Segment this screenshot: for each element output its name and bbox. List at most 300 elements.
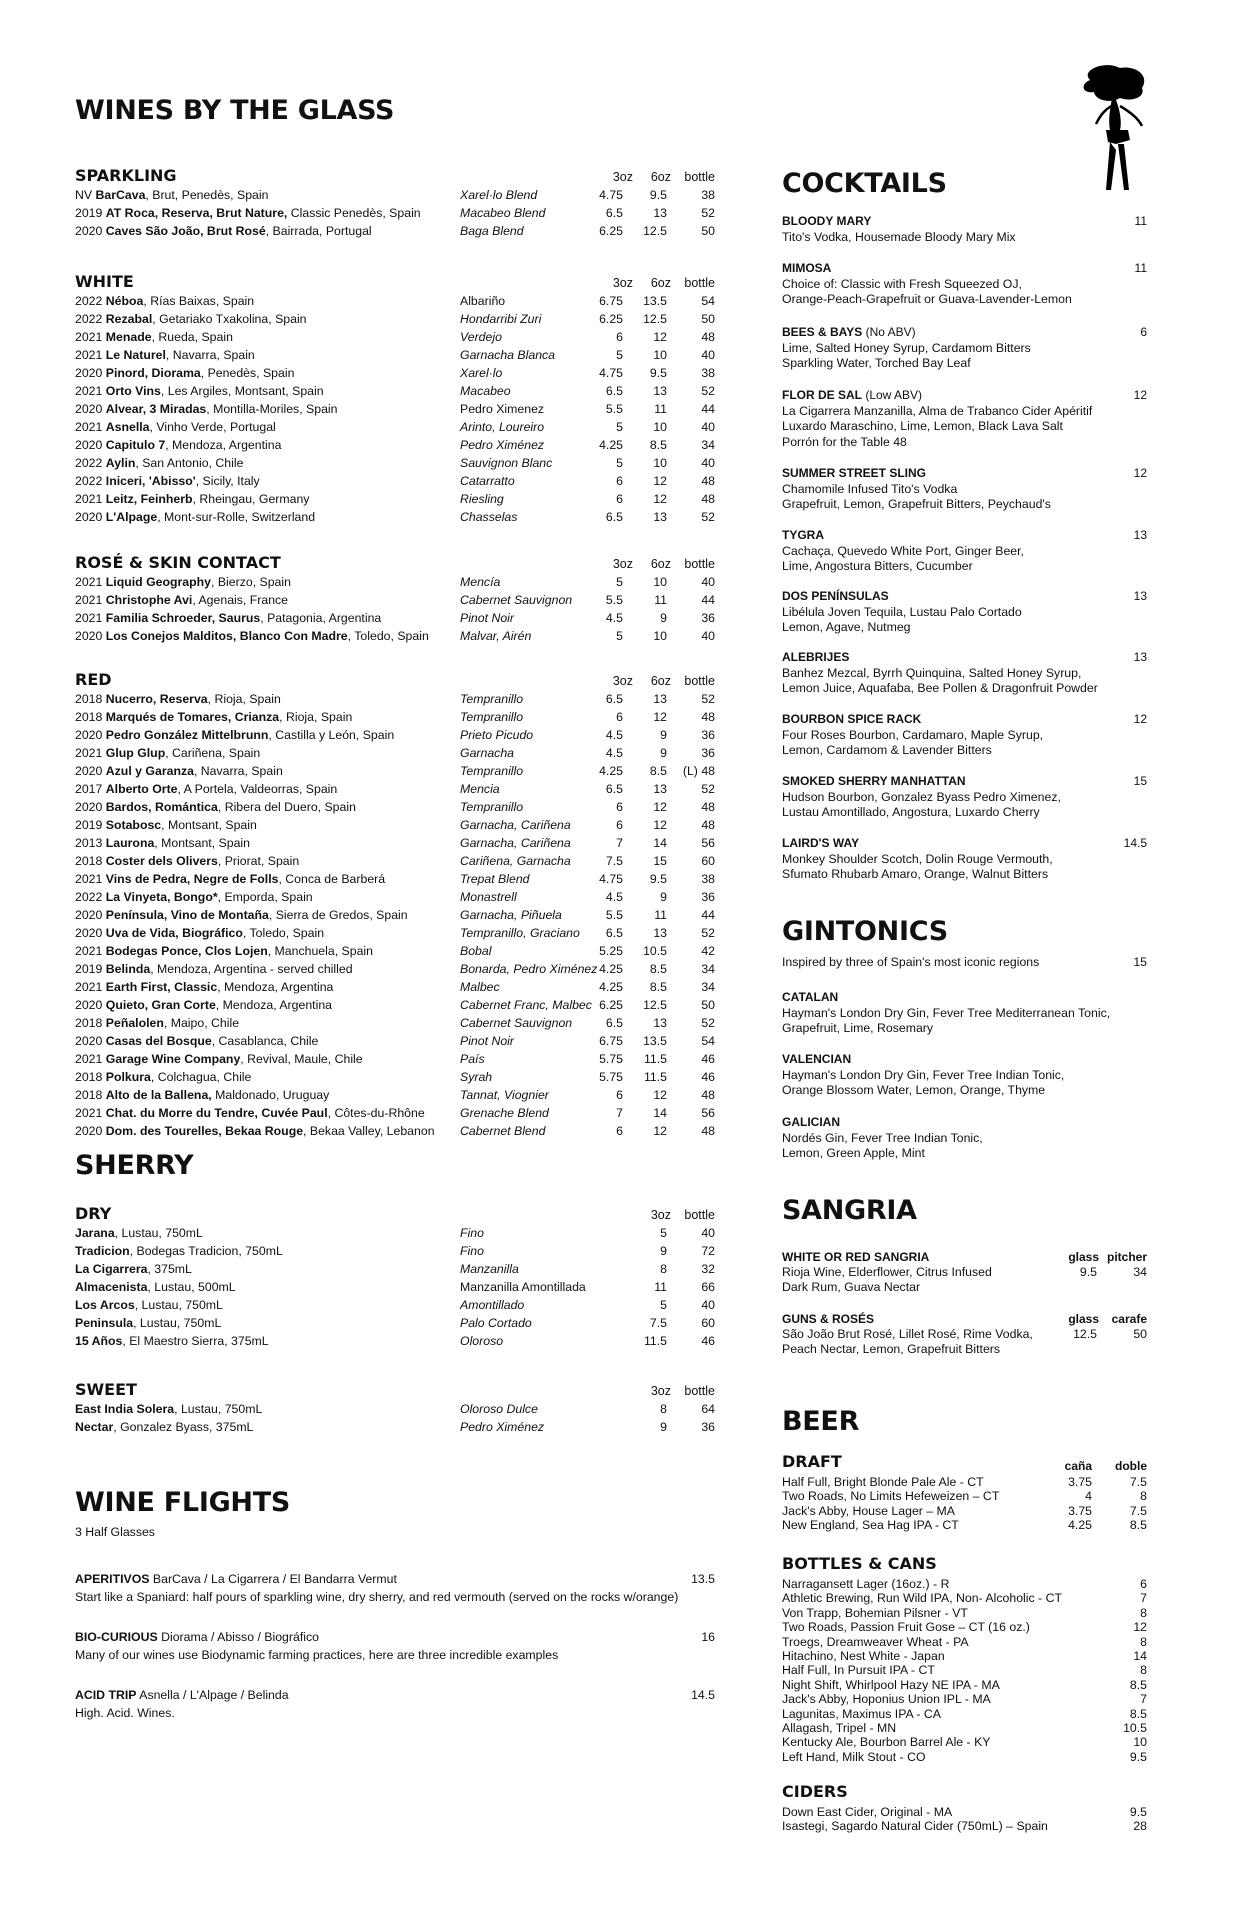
wine-vintage: 2020 [75,510,103,524]
gintonic-ingredients: Grapefruit, Lime, Rosemary [782,1021,934,1035]
gintonic-item [782,1115,1147,1162]
sangria-line [782,1342,1147,1357]
wine-grape: País [460,1052,485,1066]
price-bottle: 52 [701,926,715,940]
cocktail-ingredients: Banhez Mezcal, Byrrh Quinquina, Salted Honey Syrup, [782,665,1082,680]
wine-name: Marqués de Tomares, Crianza [105,710,280,724]
wine-detail: , Côtes-du-Rhône [327,1106,425,1120]
wine-vintage: 2020 [75,908,103,922]
wine-row [75,870,715,888]
price-3oz: 6 [616,330,623,344]
gintonic-ingredients: Orange Blossom Water, Lemon, Orange, Thyme [782,1083,1046,1097]
beer-price: 10 [1133,1735,1147,1750]
wine-name-cell [75,1014,239,1032]
wine-grape: Pinot Noir [460,611,514,625]
beer-row [782,1735,1147,1749]
price-3oz: 8 [660,1262,667,1276]
wine-row [75,186,715,204]
price-3oz: 8 [660,1402,667,1416]
flight-name: BIO-CURIOUS [75,1630,158,1644]
wine-vintage: 2013 [75,836,103,850]
price-3oz: 9 [660,1244,667,1258]
price-3oz: 4.5 [605,611,623,625]
beer-price: 6 [1140,1577,1147,1591]
sangria-size-1: glass [1068,1250,1099,1264]
wine-detail: , Mendoza, Argentina - served chilled [150,962,353,976]
beer-price-cana: 4 [1085,1489,1092,1504]
wine-name: Alto de la Ballena, [105,1088,212,1102]
wine-grape: Garnacha, Piñuela [460,908,562,922]
cocktail-item [782,528,1147,575]
beer-row [782,1678,1147,1692]
wine-vintage: 2018 [75,692,103,706]
cocktail-ingredients: Orange-Peach-Grapefruit or Guava-Lavender-Lemon [782,292,1072,306]
gintonics-subtitle-text: Inspired by three of Spain's most iconic regions [782,955,1040,969]
cocktail-item [782,712,1147,759]
cocktail-ingredients: Lemon Juice, Aquafaba, Bee Pollen & Dragonfruit Powder [782,681,1098,695]
price-6oz: 12 [653,330,667,344]
wine-name-cell [75,627,429,645]
cocktail-price: 13 [1133,528,1147,542]
wine-grape: Cabernet Sauvignon [460,593,573,607]
wine-name-cell [75,780,337,798]
price-3oz: 6.25 [599,224,623,238]
beer-name: Two Roads, No Limits Hefeweizen – CT [782,1489,1000,1504]
wine-vintage: 2022 [75,474,103,488]
wine-grape: Monastrell [460,890,517,904]
price-6oz: 13 [653,782,667,796]
wine-vintage: 2020 [75,1124,103,1138]
wine-row [75,816,715,834]
wine-row [75,798,715,816]
wine-name-cell [75,508,315,526]
wine-row [75,1086,715,1104]
wine-grape: Xarel·lo Blend [460,188,538,202]
wine-vintage: NV [75,188,93,202]
sherry-detail: , Bodegas Tradicion, 750mL [129,1244,283,1258]
wine-vintage: 2020 [75,800,103,814]
cider-price: 28 [1133,1819,1147,1834]
sangria-item [782,1312,1147,1357]
price-6oz: 9 [660,611,667,625]
ciders-header [782,1782,1147,1805]
wine-name-cell [75,436,281,454]
beer-name: Half Full, In Pursuit IPA - CT [782,1663,935,1678]
wine-detail: , Sicily, Italy [195,474,260,488]
price-6oz: 15 [653,854,667,868]
wine-flight-title [75,1570,715,1588]
wine-grape: Hondarribi Zuri [460,312,542,326]
wine-vintage: 2020 [75,402,103,416]
wine-grape: Albariño [460,294,506,308]
wine-name: Christophe Avi [105,593,193,607]
cocktails-title: COCKTAILS [782,168,947,199]
gintonic-item [782,990,1147,1037]
wine-row [75,627,715,645]
beer-row [782,1489,1147,1503]
price-bottle: 38 [701,188,715,202]
wine-section [75,553,715,645]
beer-row [782,1707,1147,1721]
cocktail-name: ALEBRIJES [782,650,850,664]
beer-row [782,1475,1147,1489]
price-6oz: 11 [654,402,667,416]
cocktail-ingredients: Choice of: Classic with Fresh Squeezed OJ, [782,276,1022,291]
beer-price: 8.5 [1129,1706,1147,1721]
beer-name: Von Trapp, Bohemian Pilsner - VT [782,1605,968,1620]
price-bottle: 52 [701,782,715,796]
wine-grape: Chasselas [460,510,518,524]
wine-grape: Garnacha, Cariñena [460,836,571,850]
wine-grape: Cabernet Blend [460,1124,546,1138]
wine-detail: , Manchuela, Spain [267,944,373,958]
wine-detail: , Mendoza, Argentina [165,438,282,452]
price-bottle: 48 [701,330,715,344]
cocktail-item [782,261,1147,308]
price-bottle: 60 [701,854,715,868]
gintonics-title: GINTONICS [782,916,948,947]
wine-row [75,400,715,418]
sherry-detail: , Lustau, 750mL [174,1402,263,1416]
price-6oz: 11.5 [643,1052,667,1066]
cocktail-name: SMOKED SHERRY MANHATTAN [782,774,966,788]
sangria-title: SANGRIA [782,1195,917,1226]
price-bottle: 38 [701,366,715,380]
sangria-title [782,1312,1147,1327]
flight-name: APERITIVOS [75,1572,150,1586]
price-bottle: 36 [701,746,715,760]
wine-name-cell [75,204,421,222]
wine-vintage: 2021 [75,492,103,506]
wine-vintage: 2019 [75,206,103,220]
price-6oz: 9.5 [649,188,667,202]
wine-detail: , Rioja, Spain [279,710,353,724]
wine-vintage: 2018 [75,854,103,868]
wine-name: Casas del Bosque [105,1034,212,1048]
flight-name: ACID TRIP [75,1688,137,1702]
wine-detail: , Maipo, Chile [163,1016,240,1030]
beer-name: Troegs, Dreamweaver Wheat - PA [782,1634,969,1649]
price-6oz: 12 [653,800,667,814]
sherry-name-cell [75,1400,262,1418]
gintonic-title [782,990,1147,1006]
cocktail-ingredients: Tito's Vodka, Housemade Bloody Mary Mix [782,229,1016,244]
cocktail-ingredients: Sfumato Rhubarb Amaro, Orange, Walnut Bitters [782,867,1049,881]
cocktail-ingredients: Lemon, Cardamom & Lavender Bitters [782,743,992,757]
header-3oz: 3oz [650,1208,671,1222]
beer-price-cana: 4.25 [1068,1518,1092,1533]
price-bottle: 40 [701,420,715,434]
wine-vintage: 2020 [75,366,103,380]
cocktail-title [782,214,1147,230]
gintonic-name: CATALAN [782,990,839,1004]
flight-wines: Diorama / Abisso / Biográfico [157,1630,319,1644]
cocktail-ingredients: Hudson Bourbon, Gonzalez Byass Pedro Ximenez, [782,789,1061,804]
wine-detail: Classic Penedès, Spain [287,206,421,220]
price-bottle: 40 [701,348,715,362]
wine-name-cell [75,1050,363,1068]
sherry-name: East India Solera [75,1402,175,1416]
wine-name: Caves São João, Brut Rosé [105,224,266,238]
wine-name: Liquid Geography [105,575,211,589]
cocktail-item [782,774,1147,821]
wine-detail: , Rheingau, Germany [192,492,310,506]
price-6oz: 10 [653,420,667,434]
sangria-ingredients: Rioja Wine, Elderflower, Citrus Infused [782,1265,992,1279]
price-3oz: 7.5 [649,1316,667,1330]
wines-by-glass-title: WINES BY THE GLASS [75,95,395,126]
price-bottle: 32 [701,1262,715,1276]
price-3oz: 6 [616,1088,623,1102]
sherry-style: Fino [460,1226,484,1240]
header-3oz: 3oz [612,557,633,571]
sherry-title: SHERRY [75,1150,194,1181]
wine-detail: , Rías Baixas, Spain [143,294,255,308]
price-3oz: 4.25 [599,962,623,976]
price-6oz: 8.5 [649,438,667,452]
wine-vintage: 2018 [75,1070,103,1084]
price-bottle: 48 [701,474,715,488]
price-bottle: (L) 48 [682,764,715,778]
beer-row [782,1721,1147,1735]
wine-row [75,436,715,454]
wine-vintage: 2021 [75,593,103,607]
beer-row [782,1518,1147,1532]
wine-name: L'Alpage [105,510,158,524]
header-3oz: 3oz [612,276,633,290]
cocktail-item [782,388,1147,450]
sherry-name: La Cigarrera [75,1262,148,1276]
wine-flight [75,1628,715,1664]
wine-name: Rezabal [105,312,153,326]
price-6oz: 12 [653,1124,667,1138]
sherry-row [75,1296,715,1314]
price-6oz: 13 [653,510,667,524]
wine-detail: , Agenais, France [192,593,289,607]
flight-wines: Asnella / L'Alpage / Belinda [136,1688,289,1702]
wine-grape: Pedro Ximénez [460,438,545,452]
wine-grape: Cabernet Franc, Malbec [460,998,592,1012]
wine-detail: , Getariako Txakolina, Spain [152,312,307,326]
cocktail-price: 12 [1133,712,1147,726]
price-3oz: 5.5 [605,402,623,416]
price-bottle: 48 [701,800,715,814]
wine-detail: , Montilla-Moriles, Spain [206,402,338,416]
sherry-name-cell [75,1296,223,1314]
wine-detail: , Casablanca, Chile [211,1034,319,1048]
header-bottle: bottle [684,674,715,688]
beer-name: Left Hand, Milk Stout - CO [782,1749,926,1764]
wine-name: Orto Vins [105,384,161,398]
wine-grape: Pedro Ximenez [460,402,545,416]
price-6oz: 8.5 [649,980,667,994]
price-bottle: 34 [701,962,715,976]
wine-grape: Tannat, Viognier [460,1088,549,1102]
wine-name-cell [75,472,260,490]
wine-grape: Mencia [460,782,500,796]
price-bottle: 34 [701,980,715,994]
price-3oz: 6.5 [605,1016,623,1030]
price-bottle: 40 [701,456,715,470]
wine-row [75,364,715,382]
wine-name: Bardos, Romántica [105,800,218,814]
price-6oz: 9.5 [649,872,667,886]
wine-vintage: 2017 [75,782,103,796]
sherry-row [75,1278,715,1296]
price-bottle: 36 [701,890,715,904]
wine-row [75,744,715,762]
wine-row [75,708,715,726]
price-6oz: 8.5 [649,764,667,778]
wine-row [75,472,715,490]
sherry-row [75,1332,715,1350]
sherry-name-cell [75,1242,283,1260]
price-bottle: 52 [701,510,715,524]
wine-detail: , Bairrada, Portugal [265,224,372,238]
cocktail-title [782,466,1147,482]
cocktail-name: DOS PENÍNSULAS [782,589,889,603]
beer-row [782,1663,1147,1677]
price-3oz: 11 [654,1280,667,1294]
sherry-section-header [75,1204,715,1224]
price-bottle: 56 [701,1106,715,1120]
wine-detail: , Toledo, Spain [242,926,325,940]
price-bottle: 50 [701,312,715,326]
sherry-section [75,1380,715,1436]
sherry-style: Oloroso Dulce [460,1402,538,1416]
wine-section-title: SPARKLING [75,166,177,185]
price-6oz: 11 [654,593,667,607]
wine-grape: Macabeo Blend [460,206,546,220]
sangria-title [782,1250,1147,1265]
sherry-section-title: SWEET [75,1380,137,1399]
beer-price-doble: 8 [1140,1489,1147,1504]
cocktail-ingredients: Grapefruit, Lemon, Grapefruit Bitters, Peychaud's [782,497,1051,511]
price-bottle: 46 [701,1334,715,1348]
wine-vintage: 2021 [75,575,103,589]
cocktail-name: SUMMER STREET SLING [782,466,927,480]
beer-price: 12 [1133,1620,1147,1635]
beer-name: Kentucky Ale, Bourbon Barrel Ale - KY [782,1735,991,1750]
cocktail-price: 6 [1140,325,1147,339]
wine-name-cell [75,816,257,834]
header-6oz: 6oz [650,170,671,184]
wine-row [75,454,715,472]
wine-name: Iniceri, 'Abisso' [105,474,196,488]
wine-vintage: 2021 [75,746,103,760]
wine-name-cell [75,1032,318,1050]
price-6oz: 13 [653,384,667,398]
cocktail-name: TYGRA [782,528,824,542]
gintonics-subtitle [782,955,1147,969]
cocktail-title [782,325,1147,341]
price-6oz: 12 [653,1088,667,1102]
header-bottle: bottle [684,170,715,184]
cocktail-title [782,528,1147,544]
sherry-detail: , Gonzalez Byass, 375mL [113,1420,254,1434]
price-bottle: 40 [701,575,715,589]
price-3oz: 6.5 [605,926,623,940]
price-bottle: 40 [701,1298,715,1312]
cocktail-ingredients: Monkey Shoulder Scotch, Dolin Rouge Vermouth, [782,851,1053,866]
price-3oz: 4.75 [599,366,623,380]
price-6oz: 11.5 [643,1070,667,1084]
price-3oz: 4.75 [599,188,623,202]
cocktail-price: 13 [1133,650,1147,664]
wine-vintage: 2019 [75,962,103,976]
beer-row [782,1692,1147,1706]
wine-vintage: 2020 [75,1034,103,1048]
price-6oz: 14 [653,1106,667,1120]
wine-flights-subtitle: 3 Half Glasses [75,1525,155,1539]
wine-vintage: 2021 [75,1106,103,1120]
wine-vintage: 2022 [75,312,103,326]
gintonic-name: VALENCIAN [782,1052,852,1066]
wine-grape: Trepat Blend [460,872,530,886]
wine-vintage: 2021 [75,384,103,398]
wine-name: Menade [105,330,152,344]
price-bottle: 44 [701,402,715,416]
beer-price: 7 [1140,1591,1147,1606]
header-bottle: bottle [684,1208,715,1222]
sangria-size-1: glass [1068,1312,1099,1326]
wine-name-cell [75,490,309,508]
price-6oz: 13 [653,692,667,706]
beer-price: 10.5 [1123,1720,1147,1735]
sherry-detail: , El Maestro Sierra, 375mL [122,1334,269,1348]
wine-detail: , Rueda, Spain [151,330,233,344]
price-bottle: 36 [701,1420,715,1434]
wine-name: AT Roca, Reserva, Brut Nature, [105,206,288,220]
cocktail-item [782,325,1147,372]
sherry-name-cell [75,1332,269,1350]
price-3oz: 6.75 [599,294,623,308]
price-bottle: 46 [701,1052,715,1066]
flight-price: 14.5 [691,1688,715,1702]
sherry-name: 15 Años [75,1334,123,1348]
wine-name-cell [75,328,233,346]
sangria-price-1: 9.5 [1079,1265,1097,1279]
gintonic-title [782,1115,1147,1131]
wine-row [75,1032,715,1050]
wine-section [75,166,715,240]
price-3oz: 4.5 [605,728,623,742]
wine-section [75,272,715,526]
wine-name-cell [75,870,385,888]
wine-row [75,978,715,996]
wine-vintage: 2021 [75,980,103,994]
wine-name-cell [75,1086,329,1104]
price-bottle: 52 [701,1016,715,1030]
price-3oz: 9 [660,1420,667,1434]
beer-row [782,1606,1147,1620]
header-6oz: 6oz [650,674,671,688]
wine-vintage: 2021 [75,1052,103,1066]
cocktail-note: (Low ABV) [862,388,923,402]
price-bottle: 42 [701,944,715,958]
price-6oz: 12 [653,474,667,488]
wine-row [75,942,715,960]
sherry-name: Tradicion [75,1244,130,1258]
cocktail-name: FLOR DE SAL [782,388,862,402]
price-3oz: 6 [616,818,623,832]
beer-draft-title: DRAFT [782,1452,842,1471]
header-cana: caña [1064,1459,1092,1473]
beer-price: 7 [1140,1692,1147,1707]
wine-name-cell [75,1104,425,1122]
price-bottle: 34 [701,438,715,452]
wine-vintage: 2020 [75,926,103,940]
